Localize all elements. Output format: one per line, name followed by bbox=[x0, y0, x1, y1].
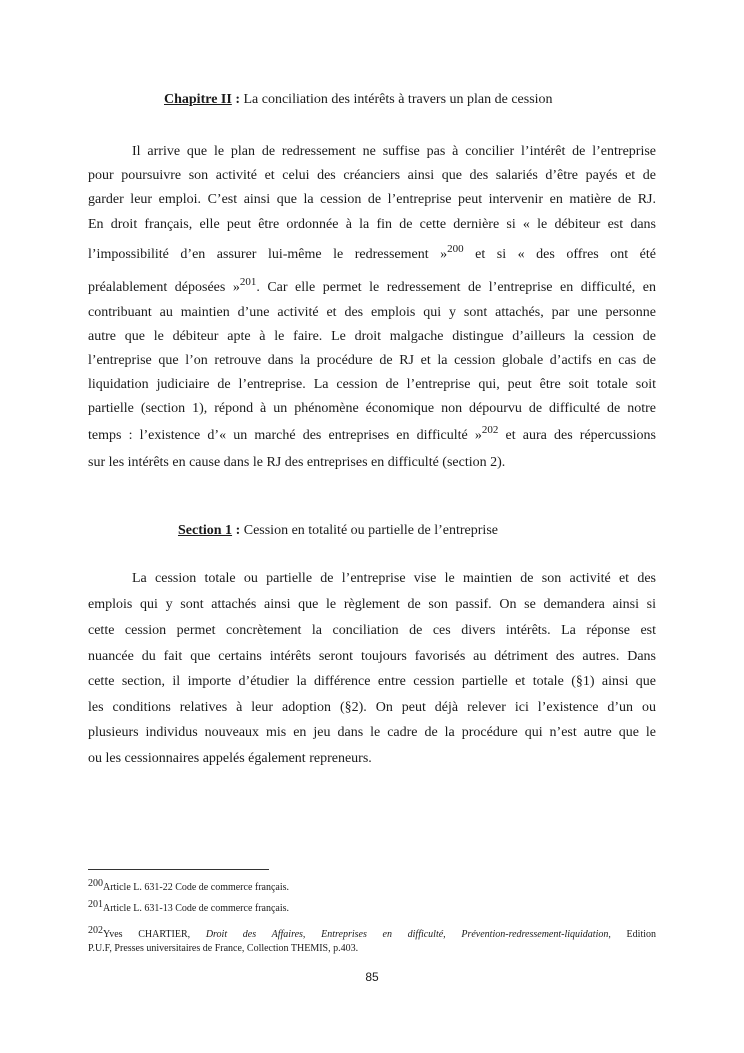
paragraph-line: contribuant au maintien d’une activité et des emplois qui y sont attachés, par une personne bbox=[88, 305, 656, 320]
footnote-ref-201[interactable]: 201 bbox=[239, 276, 257, 288]
footnote-202-continued: P.U.F, Presses universitaires de France, Collection THEMIS, p.403. bbox=[88, 943, 359, 954]
text-run: préalablement déposées » bbox=[88, 280, 240, 295]
paragraph-line: La cession totale ou partielle de l’entreprise vise le maintien de son activité et des bbox=[132, 571, 656, 586]
paragraph-line: cette cession permet concrètement la conciliation de ces divers intérêts. La réponse est bbox=[88, 623, 656, 638]
chapter-title: La conciliation des intérêts à travers un plan de cession bbox=[239, 92, 553, 107]
footnote-book-title: Droit des Affaires, Entreprises en difficulté, Prévention-redressement-liquidation bbox=[205, 929, 609, 940]
footnote-201 bbox=[88, 898, 656, 915]
paragraph-line: sur les intérêts en cause dans le RJ des entreprises en difficulté (section 2). bbox=[88, 455, 506, 470]
footnote-ref-202[interactable]: 202 bbox=[481, 424, 499, 436]
paragraph-line: Il arrive que le plan de redressement ne suffise pas à concilier l’intérêt de l’entreprise bbox=[132, 144, 656, 159]
footnote-text: , Edition bbox=[608, 929, 656, 940]
text-run: l’impossibilité d’en assurer lui-même le redressement » bbox=[88, 247, 448, 262]
footnote-number: 200 bbox=[88, 878, 103, 889]
footnote-number: 202 bbox=[88, 925, 103, 936]
footnote-200 bbox=[88, 877, 656, 894]
paragraph-line: l’entreprise que l’on retrouve dans la procédure de RJ et la cession globale d’actifs en cas de bbox=[88, 353, 656, 368]
paragraph-line: autre que le débiteur apte à le faire. Le droit malgache distingue d’ailleurs la cession de bbox=[88, 329, 656, 344]
paragraph-line: liquidation judiciaire de l’entreprise. La cession de l’entreprise qui, peut être soit totale soit bbox=[88, 377, 656, 392]
paragraph-line: plusieurs individus nouveaux mis en jeu dans le cadre de la procédure qui n’est autre que le bbox=[88, 725, 656, 740]
footnote-text: Article L. 631-13 Code de commerce français. bbox=[103, 903, 290, 914]
page-number: 85 bbox=[365, 970, 379, 984]
footnote-202 bbox=[88, 924, 656, 941]
paragraph-line: ou les cessionnaires appelés également repreneurs. bbox=[88, 751, 372, 766]
paragraph-line: cette section, il importe d’étudier la différence entre cession partielle et totale (§1) ainsi que bbox=[88, 674, 656, 689]
section-heading bbox=[178, 522, 498, 540]
chapter-separator: : bbox=[231, 92, 240, 107]
text-run: temps : l’existence d’« un marché des entreprises en difficulté » bbox=[88, 428, 482, 443]
footnote-separator bbox=[88, 869, 269, 870]
paragraph-line: garder leur emploi. C’est ainsi que la cession de l’entreprise peut intervenir en matière de RJ. bbox=[88, 192, 656, 207]
paragraph-line: les conditions relatives à leur adoption (§2). On peut déjà relever ici l’existence d’un ou bbox=[88, 700, 656, 715]
text-run: et si « des offres ont été bbox=[463, 247, 656, 262]
section-separator: : bbox=[232, 523, 241, 538]
paragraph-line bbox=[88, 276, 656, 297]
section-title: Cession en totalité ou partielle de l’entreprise bbox=[240, 523, 498, 538]
text-run: . Car elle permet le redressement de l’entreprise en difficulté, en bbox=[256, 280, 656, 295]
paragraph-line: nuancée du fait que certains intérêts seront toujours favorisés au détriment des autres. Dans bbox=[88, 649, 656, 664]
chapter-heading bbox=[164, 91, 553, 109]
text-run: et aura des répercussions bbox=[498, 428, 656, 443]
footnote-text: Article L. 631-22 Code de commerce français. bbox=[103, 882, 290, 893]
paragraph-line bbox=[88, 424, 656, 445]
chapter-label: Chapitre II bbox=[164, 92, 232, 107]
footnote-ref-200[interactable]: 200 bbox=[447, 243, 464, 255]
paragraph-line bbox=[88, 243, 656, 264]
section-label: Section 1 bbox=[178, 523, 233, 538]
footnote-author: Yves CHARTIER, bbox=[103, 929, 206, 940]
paragraph-line: En droit français, elle peut être ordonnée à la fin de cette dernière si « le débiteur est dans bbox=[88, 217, 656, 232]
paragraph-line: partielle (section 1), répond à un phénomène économique non dépourvu de difficulté de notre bbox=[88, 401, 656, 416]
paragraph-line: pour poursuivre son activité et celui des créanciers ainsi que des salariés d’être payés et de bbox=[88, 168, 656, 183]
footnote-number: 201 bbox=[88, 899, 103, 910]
paragraph-line: emplois qui y sont attachés ainsi que le règlement de son passif. On se demandera ainsi si bbox=[88, 597, 656, 612]
